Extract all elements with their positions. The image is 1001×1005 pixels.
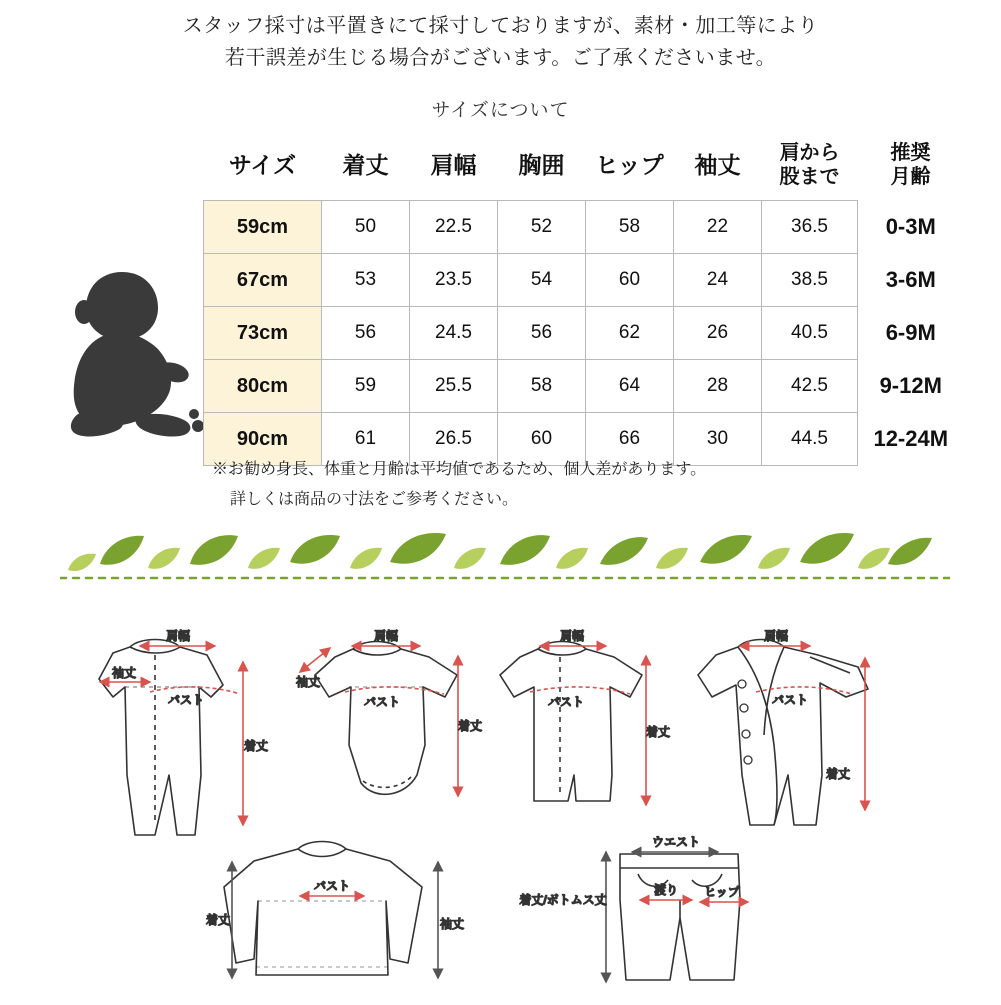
- cell-size: 80cm: [204, 360, 322, 413]
- cell-chest: 60: [498, 413, 586, 466]
- cell-size: 59cm: [204, 201, 322, 254]
- header-recommended-age: [858, 133, 964, 201]
- svg-text:着丈: 着丈: [205, 913, 231, 927]
- table-row: [204, 360, 964, 413]
- cell-sleeve: 22: [674, 201, 762, 254]
- cell-shoulder: 25.5: [410, 360, 498, 413]
- svg-text:着丈: 着丈: [645, 725, 671, 739]
- size-about-heading: サイズについて: [431, 100, 570, 121]
- cell-shoulder-to-crotch: 38.5: [762, 254, 858, 307]
- svg-text:バスト: バスト: [547, 695, 585, 709]
- cell-length: 61: [322, 413, 410, 466]
- table-row: [204, 307, 964, 360]
- header-shoulder: 肩幅: [430, 152, 477, 178]
- cell-shoulder-to-crotch: 36.5: [762, 201, 858, 254]
- table-row: [204, 201, 964, 254]
- cell-shoulder-to-crotch: 44.5: [762, 413, 858, 466]
- svg-text:袖丈: 袖丈: [439, 917, 465, 931]
- svg-text:着丈: 着丈: [457, 719, 483, 733]
- cell-chest: 52: [498, 201, 586, 254]
- top-note-line1: スタッフ採寸は平置きにて採寸しておりますが、素材・加工等により: [182, 15, 819, 37]
- baby-silhouette-icon: [48, 268, 208, 443]
- cell-shoulder: 23.5: [410, 254, 498, 307]
- header-hip: ヒップ: [595, 152, 664, 178]
- header-shoulder-to-crotch: [762, 133, 858, 201]
- svg-text:バスト: バスト: [167, 693, 205, 707]
- svg-text:渡り: 渡り: [653, 883, 679, 897]
- cell-sleeve: 28: [674, 360, 762, 413]
- cell-shoulder-to-crotch: 42.5: [762, 360, 858, 413]
- svg-text:袖丈: 袖丈: [295, 675, 321, 689]
- cell-length: 53: [322, 254, 410, 307]
- cell-hip: 62: [586, 307, 674, 360]
- cell-sleeve: 30: [674, 413, 762, 466]
- cell-hip: 60: [586, 254, 674, 307]
- cell-size: 90cm: [204, 413, 322, 466]
- top-note: [0, 10, 1001, 74]
- header-shoulder-to-crotch-line1: 肩から: [779, 142, 840, 164]
- cell-recommended-age: 12-24M: [858, 413, 964, 466]
- svg-text:袖丈: 袖丈: [111, 666, 137, 680]
- header-sleeve: 袖丈: [694, 152, 741, 178]
- footnote-line1: ※お勧め身長、体重と月齢は平均値であるため、個人差があります。: [212, 461, 707, 478]
- footnote-line2: 詳しくは商品の寸法をご参考ください。: [230, 491, 519, 508]
- svg-text:バスト: バスト: [771, 693, 809, 707]
- cell-size: 67cm: [204, 254, 322, 307]
- footnote: [212, 455, 706, 515]
- cell-sleeve: 24: [674, 254, 762, 307]
- cell-size: 73cm: [204, 307, 322, 360]
- cell-hip: 66: [586, 413, 674, 466]
- svg-text:ヒップ: ヒップ: [704, 885, 740, 899]
- table-header-row: [204, 133, 964, 201]
- cell-recommended-age: 0-3M: [858, 201, 964, 254]
- leaf-divider-icon: [60, 520, 950, 590]
- cell-recommended-age: 6-9M: [858, 307, 964, 360]
- top-note-line2: 若干誤差が生じる場合がございます。ご了承くださいませ。: [224, 47, 777, 69]
- size-table-wrapper: [203, 133, 949, 466]
- label-katahaba: 肩幅: [165, 629, 191, 643]
- cell-shoulder: 22.5: [410, 201, 498, 254]
- header-recommended-age-line1: 推奨: [890, 142, 931, 165]
- cell-chest: 58: [498, 360, 586, 413]
- size-table: [203, 133, 964, 466]
- cell-chest: 54: [498, 254, 586, 307]
- header-chest: 胸囲: [518, 152, 565, 178]
- cell-length: 56: [322, 307, 410, 360]
- header-size: サイズ: [228, 152, 297, 178]
- cell-sleeve: 26: [674, 307, 762, 360]
- header-shoulder-to-crotch-line2: 股まで: [779, 166, 840, 188]
- svg-text:ウエスト: ウエスト: [651, 835, 701, 849]
- svg-text:バスト: バスト: [363, 695, 401, 709]
- header-recommended-age-line2: 月齢: [890, 166, 931, 189]
- cell-recommended-age: 9-12M: [858, 360, 964, 413]
- cell-shoulder-to-crotch: 40.5: [762, 307, 858, 360]
- cell-shoulder: 24.5: [410, 307, 498, 360]
- cell-hip: 58: [586, 201, 674, 254]
- svg-text:着丈/ボトムス丈: 着丈/ボトムス丈: [519, 893, 607, 907]
- cell-length: 59: [322, 360, 410, 413]
- svg-text:肩幅: 肩幅: [559, 629, 585, 643]
- cell-length: 50: [322, 201, 410, 254]
- svg-text:バスト: バスト: [313, 879, 351, 893]
- svg-text:着丈: 着丈: [243, 739, 269, 753]
- header-length: 着丈: [342, 152, 389, 178]
- garment-diagrams: [0, 600, 1001, 1000]
- cell-recommended-age: 3-6M: [858, 254, 964, 307]
- table-row: [204, 254, 964, 307]
- table-body: [204, 201, 964, 466]
- svg-text:肩幅: 肩幅: [763, 629, 789, 643]
- cell-chest: 56: [498, 307, 586, 360]
- cell-shoulder: 26.5: [410, 413, 498, 466]
- svg-text:肩幅: 肩幅: [373, 629, 399, 643]
- svg-text:着丈: 着丈: [825, 767, 851, 781]
- cell-hip: 64: [586, 360, 674, 413]
